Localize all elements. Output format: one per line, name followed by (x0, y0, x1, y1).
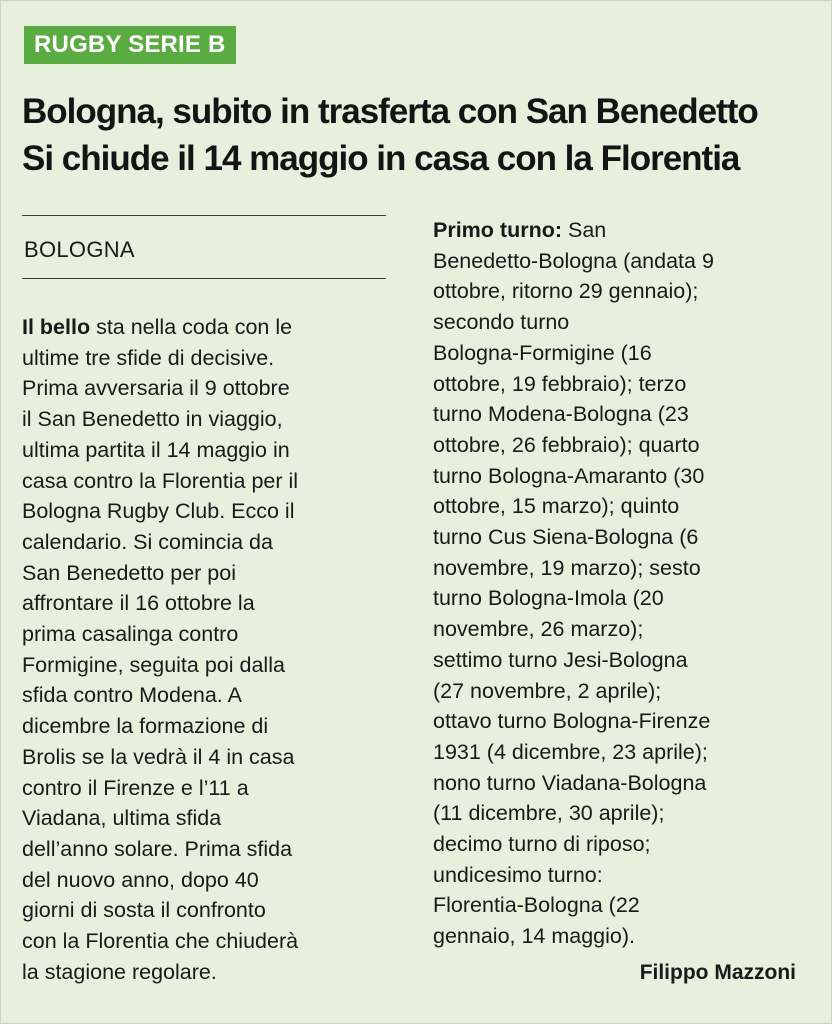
body-line: turno Modena-Bologna (23 (433, 402, 689, 427)
body-line: Brolis se la vedrà il 4 in casa (22, 744, 295, 769)
headline (22, 88, 822, 182)
body-line: con la Florentia che chiuderà (22, 929, 299, 954)
body-line: giorni di sosta il confronto (22, 898, 266, 923)
body-line: decimo turno di riposo; (433, 832, 651, 857)
body-line: ottobre, 15 marzo); quinto (433, 494, 680, 519)
body-line: undicesimo turno: (433, 862, 603, 887)
body-line: del nuovo anno, dopo 40 (22, 867, 259, 892)
body-line: ultime tre sfide di decisive. (22, 345, 275, 370)
body-line: contro il Firenze e l’11 a (22, 775, 249, 800)
body-text: San (562, 218, 607, 242)
body-line: ottavo turno Bologna-Firenze (433, 709, 711, 734)
body-line: Prima avversaria il 9 ottobre (22, 376, 290, 401)
headline-line-2: Si chiude il 14 maggio in casa con la Florentia (22, 139, 740, 178)
body-line: (27 novembre, 2 aprile); (433, 678, 662, 703)
body-line: casa contro la Florentia per il (22, 468, 299, 493)
body-line: novembre, 26 marzo); (433, 617, 644, 642)
body-line: Bologna Rugby Club. Ecco il (22, 499, 295, 524)
body-line: secondo turno (433, 310, 570, 335)
body-line: calendario. Si comincia da (22, 529, 273, 554)
body-text: sta nella coda con le (90, 315, 293, 339)
body-column-right (433, 215, 813, 952)
rule-bottom (22, 278, 386, 279)
body-line: settimo turno Jesi-Bologna (433, 647, 688, 672)
dateline: BOLOGNA (24, 237, 135, 262)
body-line: ottobre, 19 febbraio); terzo (433, 371, 687, 396)
body-line: novembre, 19 marzo); sesto (433, 555, 701, 580)
body-line: dicembre la formazione di (22, 714, 269, 739)
body-column-left (22, 312, 392, 987)
headline-line-1: Bologna, subito in trasferta con San Benedetto (22, 92, 758, 131)
body-line: ultima partita il 14 maggio in (22, 437, 290, 462)
body-line: ottobre, 26 febbraio); quarto (433, 432, 700, 457)
section-kicker: RUGBY SERIE B (24, 26, 236, 64)
body-line: 1931 (4 dicembre, 23 aprile); (433, 739, 708, 764)
body-line: Florentia-Bologna (22 (433, 893, 640, 918)
byline: Filippo Mazzoni (639, 961, 796, 984)
body-line: la stagione regolare. (22, 959, 217, 984)
body-line: gennaio, 14 maggio). (433, 924, 636, 949)
body-line: sfida contro Modena. A (22, 683, 242, 708)
rule-top (22, 215, 386, 216)
body-line (22, 312, 392, 343)
body-line: ottobre, ritorno 29 gennaio); (433, 279, 699, 304)
body-line: turno Cus Siena-Bologna (6 (433, 525, 699, 550)
body-line: (11 dicembre, 30 aprile); (433, 801, 665, 826)
body-line: prima casalinga contro (22, 622, 239, 647)
body-line (433, 215, 813, 246)
body-line: Viadana, ultima sfida (22, 806, 222, 831)
schedule-lead-in: Primo turno: (433, 218, 562, 242)
lead-in: Il bello (22, 315, 91, 339)
body-line: affrontare il 16 ottobre la (22, 591, 255, 616)
body-line: Formigine, seguita poi dalla (22, 652, 285, 677)
body-line: il San Benedetto in viaggio, (22, 407, 283, 432)
body-line: turno Bologna-Imola (20 (433, 586, 664, 611)
body-line: nono turno Viadana-Bologna (433, 770, 707, 795)
body-line: dell’anno solare. Prima sfida (22, 836, 293, 861)
body-line: Benedetto-Bologna (andata 9 (433, 248, 714, 273)
body-line: turno Bologna-Amaranto (30 (433, 463, 705, 488)
body-line: San Benedetto per poi (22, 560, 236, 585)
body-line: Bologna-Formigine (16 (433, 340, 652, 365)
